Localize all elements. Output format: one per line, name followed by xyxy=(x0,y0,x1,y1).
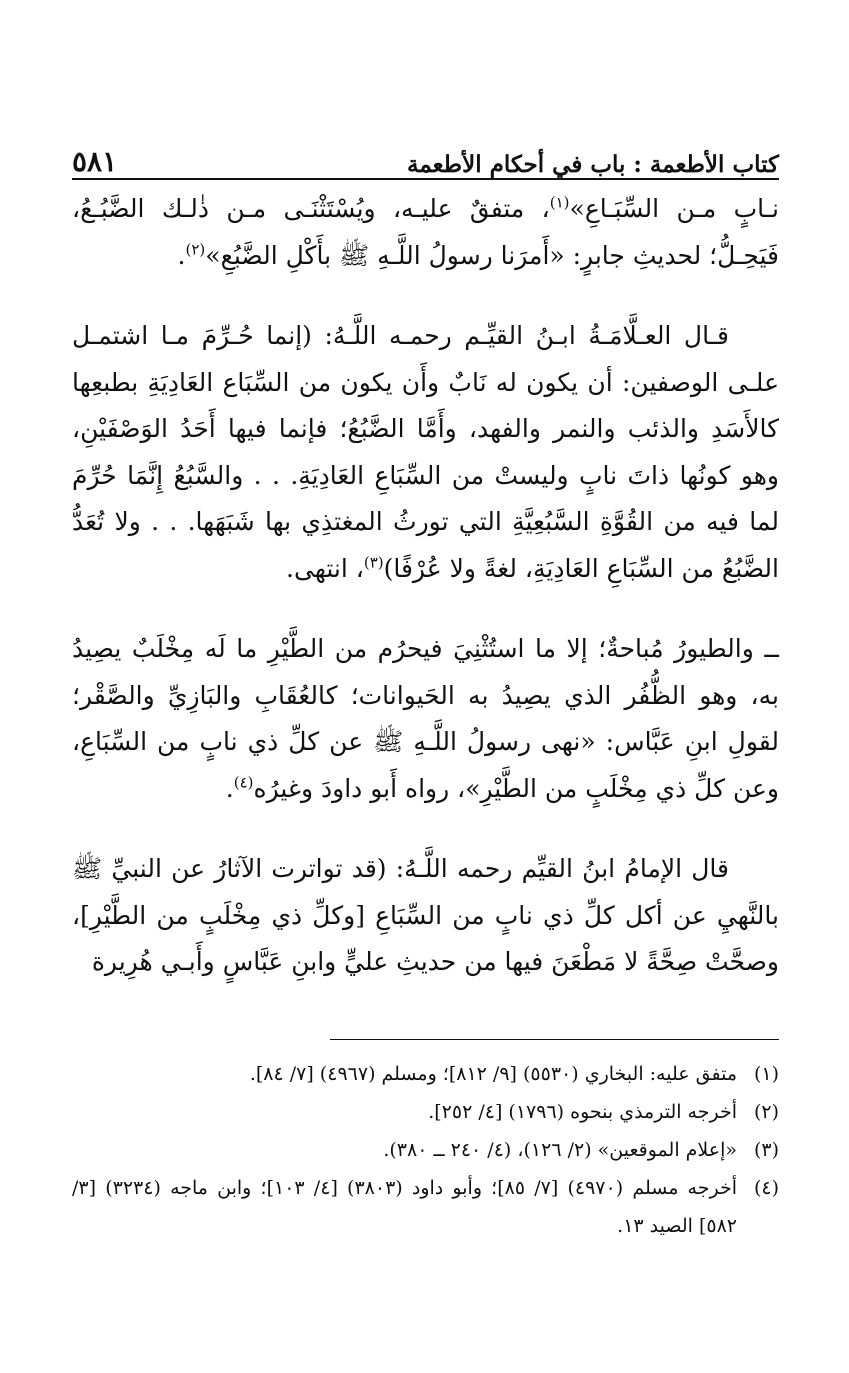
paragraph-3 xyxy=(72,626,779,812)
footnote-number: (١) xyxy=(753,1063,779,1085)
footnote-text: أخرجه مسلم (٤٩٧٠) [٧/ ٨٥]؛ وأبو داود (٣٨٠٣) [٤/ ١٠٣]؛ وابن ماجه (٣٢٣٤) [٣/ ٥٨٢] الصيد ١٣. xyxy=(72,1177,737,1237)
footnote xyxy=(72,1169,779,1245)
footnote-ref-1: (١) xyxy=(549,193,570,212)
footnote xyxy=(72,1055,779,1093)
footnote-number: (٢) xyxy=(753,1101,779,1123)
footnote xyxy=(72,1131,779,1169)
page-header xyxy=(72,138,779,178)
paragraph-1 xyxy=(72,186,779,279)
paragraph-4-text: قال الإمامُ ابنُ القيِّم رحمه اللَّـهُ: (قد تواترت الآثارُ عن النبيِّ ﷺ بالنَّهيِ عن أكل كلِّ ذي نابٍ من السِّبَاعِ [وكلِّ ذي مِخْلَبٍ من الطَّيْرِ]، وصحَّتْ صِحَّةً لا مَطْعَنَ فيها من حديثِ عليٍّ وابنِ عَبَّاسٍ وأَبـي هُرِيرة xyxy=(72,854,779,976)
running-title: كتاب الأطعمة : باب في أحكام الأطعمة xyxy=(407,151,779,178)
paragraph-2 xyxy=(72,313,779,592)
paragraph-3-text-2: . xyxy=(225,773,234,803)
footnote-text: أخرجه الترمذي بنحوه (١٧٩٦) [٤/ ٢٥٢]. xyxy=(428,1101,737,1123)
footnote-ref-2: (٢) xyxy=(185,240,206,259)
paragraph-1-text-3: . xyxy=(177,240,186,270)
footnote-ref-4: (٤) xyxy=(233,773,254,792)
footnotes xyxy=(72,1055,779,1245)
paragraph-2-text: قـال العـلَّامَـةُ ابـنُ القيِّـم رحمـه اللَّـهُ: (إنما حُـرِّمَ مـا اشتمـل علـى الوصفين: أن يكون له نَابٌ وأَن يكون من السِّبَاع العَادِيَةِ بطبعِها كالأَسَدِ والذئب والنمر والفهد، وأَمَّا الضَّبُعُ؛ فإنما فيها أَحَدُ الوَصْفَيْنِ، وهو كونُها ذاتَ نابٍ وليستْ من السِّبَاعِ العَادِيَةِ. . . والسَّبُعُ إِنَّمَا حُرِّمَ لما فيه من القُوَّةِ السَّبُعِيَّةِ التي تورثُ المغتذِي بها شَبَهَها. . . ولا تُعَدُّ الضَّبُعُ من السِّبَاعِ العَادِيَةِ، لغةً ولا عُرْفًا) xyxy=(72,321,779,583)
paragraph-1-text-2: ، متفقٌ عليـه، ويُسْتَثْنَـى مـن ذٰلـك الضَّبُـعُ، فَيَحِـلُّ؛ لحديثِ جابرٍ: «أَمرَنا رسولُ اللَّـهِ ﷺ بأَكْلِ الضَّبُعِ» xyxy=(72,194,779,270)
page-number: ٥٨١ xyxy=(72,145,118,178)
footnote-ref-3: (٣) xyxy=(363,553,384,572)
footnote xyxy=(72,1093,779,1131)
footnote-separator xyxy=(330,1039,779,1040)
footnote-number: (٣) xyxy=(753,1139,779,1161)
footnote-number: (٤) xyxy=(753,1177,779,1199)
footnote-text: متفق عليه: البخاري (٥٥٣٠) [٩/ ٨١٢]؛ ومسلم (٤٩٦٧) [٧/ ٨٤]. xyxy=(249,1063,737,1085)
header-rule xyxy=(72,178,779,180)
paragraph-1-text: نـابٍ مـن السِّبَـاعِ» xyxy=(569,194,780,223)
footnote-text: «إعلام الموقعين» (٢/ ١٢٦)، (٤/ ٢٤٠ ــ ٣٨٠). xyxy=(383,1139,737,1161)
main-text xyxy=(72,186,779,986)
paragraph-3-text: ــ والطيورُ مُباحةٌ؛ إلا ما استُثْنِيَ فيحرُم من الطَّيْرِ ما لَه مِخْلَبٌ يصِيدُ به، وهو الظُّفُر الذي يصِيدُ به الحَيوانات؛ كالعُقَابِ والبَازِيِّ والصَّقْر؛ لقولِ ابنِ عَبَّاس: «نهى رسولُ اللَّـهِ ﷺ عن كلِّ ذي نابٍ من السِّبَاعِ، وعن كلِّ ذي مِخْلَبٍ من الطَّيْرِ»، رواه أَبو داودَ وغيرُه xyxy=(72,634,779,803)
paragraph-2-text-2: ، انتهى. xyxy=(286,553,364,583)
paragraph-4 xyxy=(72,846,779,986)
